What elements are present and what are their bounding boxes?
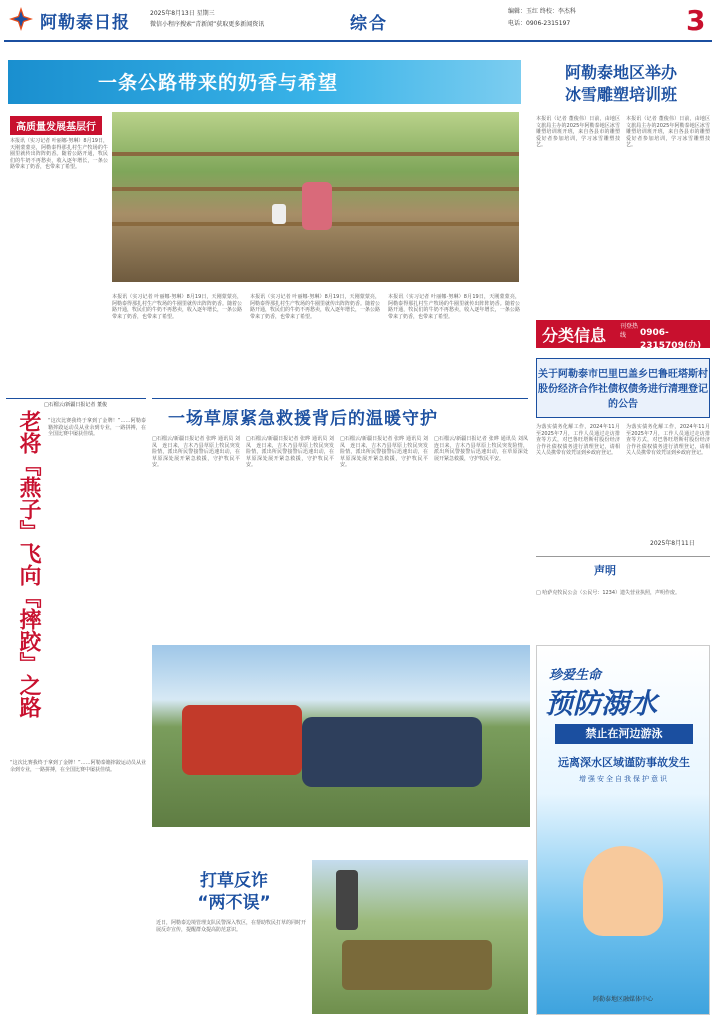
column-vertical-title: 老将『燕子』飞向『摔跤』之路 xyxy=(16,410,41,718)
sidebar-title-line1: 阿勒泰地区举办 xyxy=(564,63,677,82)
lead-body-col4: 本报讯（实习记者 叶丽娜·努琳）8月19日，天刚蒙蒙亮，阿勒泰得那扎村生产牧场的牛圈里就传出阵阵奶香。随着公路开通，牧民们的牛奶不再愁卖，收入逐年增长，一条公路带来了奶香，也带来了希望。 xyxy=(388,294,520,320)
fence-rail xyxy=(112,152,519,156)
poster-title-top: 珍爱生命 xyxy=(549,668,602,683)
notice-body-col2: 为落实债务化解工作，2024年11月至2025年7月，工作人员通过走访排查等方式，对巴鲁旺塔斯村股份经济合作社债权债务进行清理登记，请相关人员携带有效凭证到乡政府登记。 xyxy=(626,424,710,457)
section-title: 综合 xyxy=(350,14,388,34)
sidebar-story-title xyxy=(533,62,709,106)
tractor-shape xyxy=(182,705,302,775)
drowning-poster xyxy=(536,645,710,1015)
poster-title-main: 预防溺水 xyxy=(545,687,658,720)
dateline xyxy=(150,8,330,30)
column-rule xyxy=(6,398,146,399)
sidebar-title-line2: 冰雪雕塑培训班 xyxy=(564,85,677,104)
rescue-photo xyxy=(152,645,530,827)
hay-bales xyxy=(342,940,492,990)
classified-sub: 刊登热线 xyxy=(620,323,639,339)
lead-photo xyxy=(112,112,519,282)
officers-group xyxy=(302,717,482,787)
story2-body-col1: □石榴云/新疆日报记者 张晔 通讯员 刘凤 连日来，吉木乃县草原上牧民突发险情，派出所民警接警后迅速出动，在草原深处展开紧急救援，守护牧民平安。 xyxy=(152,436,240,469)
antifraud-caption: 近日，阿勒泰边境管理支队民警深入牧区，在帮助牧民打草的同时开展反诈宣传，提醒群众提高防范意识。 xyxy=(156,920,307,933)
worker-figure xyxy=(336,870,358,930)
story2-rule xyxy=(152,398,528,399)
column-byline: □石榴云/新疆日报记者 董俊 xyxy=(44,402,107,408)
statement-body: □ 哈萨克牧民公会（公民号：1234）遗失营业执照，声明作废。 xyxy=(536,590,681,596)
story2-title: 一场草原紧急救援背后的温暖守护 xyxy=(168,409,438,429)
lead-body-col2: 本报讯（实习记者 叶丽娜·努琳）8月19日，天刚蒙蒙亮，阿勒泰得那扎村生产牧场的牛圈里就传出阵阵奶香。随着公路开通，牧民们的牛奶不再愁卖，收入逐年增长，一条公路带来了奶香，也带来了希望。 xyxy=(112,294,243,320)
page-number: 3 xyxy=(686,4,706,37)
classified-banner xyxy=(536,320,710,351)
poster-sub-slogan: 增强安全自我保护意识 xyxy=(579,775,669,783)
classified-label: 分类信息 xyxy=(542,326,607,345)
notice-date: 2025年8月11日 xyxy=(650,540,695,547)
story2-body-col3: □石榴云/新疆日报记者 张晔 通讯员 刘凤 连日来，吉木乃县草原上牧民突发险情，派出所民警接警后迅速出动，在草原深处展开紧急救援，守护牧民平安。 xyxy=(340,436,428,469)
phone-text: 电话：0906-2315197 xyxy=(508,20,571,27)
milker-figure xyxy=(302,182,332,230)
antifraud-title-line1: 打草反诈 xyxy=(200,871,268,891)
header-rule xyxy=(4,40,712,42)
story2-body-col2: □石榴云/新疆日报记者 张晔 通讯员 刘凤 连日来，吉木乃县草原上牧民突发险情，派出所民警接警后迅速出动，在草原深处展开紧急救援，守护牧民平安。 xyxy=(246,436,334,469)
subline-text: 微信小程序搜索“青新闻”获取更多新闻资讯 xyxy=(150,21,265,28)
lead-tag: 高质量发展基层行 xyxy=(10,116,102,135)
antifraud-title xyxy=(174,870,294,914)
poster-ribbon: 禁止在河边游泳 xyxy=(555,724,693,744)
antifraud-photo xyxy=(312,860,528,1014)
date-text: 2025年8月13日 星期三 xyxy=(150,10,215,17)
editor-info xyxy=(508,6,576,30)
story2-body-col4: □石榴云/新疆日报记者 张晔 通讯员 刘凤 连日来，吉木乃县草原上牧民突发险情，派出所民警接警后迅速出动，在草原深处展开紧急救援，守护牧民平安。 xyxy=(434,436,534,462)
notice-body-col1: 为落实债务化解工作，2024年11月至2025年7月，工作人员通过走访排查等方式，对巴鲁旺塔斯村股份经济合作社债权债务进行清理登记，请相关人员携带有效凭证到乡政府登记。 xyxy=(536,424,620,457)
classified-phone: 0906-2315709(办) xyxy=(640,328,702,351)
notice-divider xyxy=(536,556,710,557)
paper-name: 阿勒泰日报 xyxy=(40,13,130,33)
sidebar-body-col2: 本报讯（记者 董俊伟）日前，由地区文旅局主办的2025年阿勒泰地区冰雪雕塑培训班开班，来自各县市的雕塑爱好者参加培训，学习冰雪雕塑技艺。 xyxy=(626,116,710,149)
sidebar-body-col1: 本报讯（记者 董俊伟）日前，由地区文旅局主办的2025年阿勒泰地区冰雪雕塑培训班开班，来自各县市的雕塑爱好者参加培训，学习冰雪雕塑技艺。 xyxy=(536,116,620,149)
antifraud-title-line2: “两不误” xyxy=(197,893,271,913)
notice-title: 关于阿勒泰市巴里巴盖乡巴鲁旺塔斯村股份经济合作社债权债务进行清理登记的公告 xyxy=(538,369,708,410)
child-figure xyxy=(583,846,663,936)
lead-banner xyxy=(8,60,521,104)
lead-body: 本报讯（实习记者 叶丽娜·努琳）8月19日，天刚蒙蒙亮，阿勒泰得那扎村生产牧场的牛圈里就传出阵阵奶香。随着公路开通，牧民们的牛奶不再愁卖，收入逐年增长，一条公路带来了奶香，也带来了希望。 xyxy=(10,138,108,171)
milk-can xyxy=(272,204,286,224)
column-body-cont: “这次比赛我终于拿到了金牌！”……阿勒泰籍摔跤运动员从业余到专业，一路拼搏，在全国比赛中屡获佳绩。 xyxy=(10,760,146,773)
statement-label: 声明 xyxy=(594,564,616,577)
editor-text: 编辑：玉红 终校：李杰科 xyxy=(508,8,576,15)
poster-slogan: 远离深水区域谨防事故发生 xyxy=(558,756,690,769)
poster-footer: 阿勒泰地区融媒体中心 xyxy=(592,996,653,1003)
lead-body-col3: 本报讯（实习记者 叶丽娜·努琳）8月19日，天刚蒙蒙亮，阿勒泰得那扎村生产牧场的牛圈里就传出阵阵奶香。随着公路开通，牧民们的牛奶不再愁卖，收入逐年增长，一条公路带来了奶香，也带来了希望。 xyxy=(250,294,381,320)
notice-box xyxy=(536,358,710,418)
newspaper-logo-icon xyxy=(8,6,34,32)
column-body: “这次比赛我终于拿到了金牌！”……阿勒泰籍摔跤运动员从业余到专业，一路拼搏，在全国比赛中屡获佳绩。 xyxy=(48,418,146,438)
lead-title: 一条公路带来的奶香与希望 xyxy=(98,72,339,94)
